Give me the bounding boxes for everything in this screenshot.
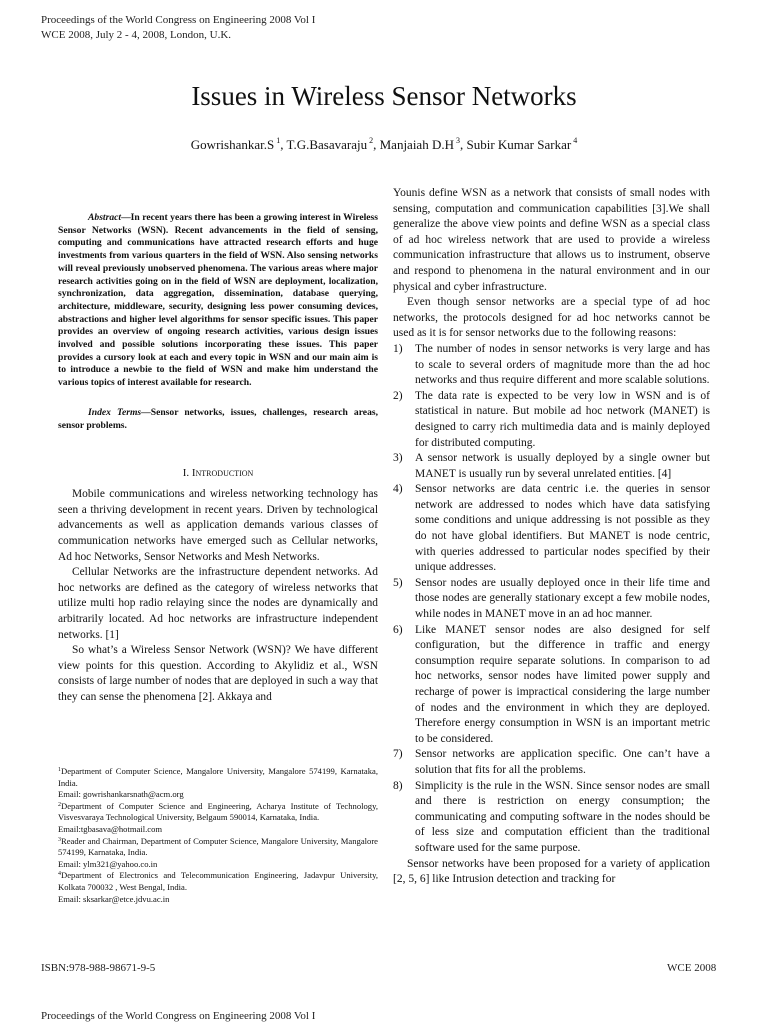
author-sup: 3 — [455, 136, 460, 145]
author-name: T.G.Basavaraju — [286, 137, 368, 152]
reasons-list — [393, 342, 710, 857]
author-sup: 2 — [369, 136, 374, 145]
section-numeral: I. — [182, 467, 190, 480]
header-line-2: WCE 2008, July 2 - 4, 2008, London, U.K. — [41, 29, 232, 41]
header-line-1: Proceedings of the World Congress on Engineering 2008 Vol I — [41, 14, 316, 26]
author-name: Manjaiah D.H — [379, 137, 454, 152]
index-terms-text: —Sensor networks, issues, challenges, research areas, sensor problems. — [58, 406, 378, 431]
body-paragraph: Even though sensor networks are a special type of ad hoc networks, the protocols designed for ad hoc networks cannot be used as it is for sensor networks due to the following reasons: — [393, 296, 710, 340]
footnote-item: $^3$Reader and Chairman, Department of Computer Science, Mangalore University, Mangalore 574199, Karnataka, India. — [58, 835, 378, 858]
list-item: 3) A sensor network is usually deployed by a single owner but MANET is usually run by several unrelated entities. [4] — [393, 452, 710, 480]
list-item: 7) Sensor networks are application specific. One can’t have a solution that fits for all the problems. — [393, 748, 710, 776]
intro-paragraph: Mobile communications and wireless networking technology has seen a thriving development in recent years. Driven by technological advancements as well as application demands various classes of communication networks have emerged such as Cellular networks, Ad hoc Networks, Sensor Networks and Mesh Networks. — [58, 488, 378, 563]
left-column — [58, 212, 378, 706]
footnote-item: Email:tgbasava@hotmail.com — [58, 823, 163, 834]
right-column — [393, 186, 710, 888]
affiliation-footnotes — [58, 766, 378, 905]
footnote-item: Email: ylm321@yahoo.co.in — [58, 858, 158, 869]
footnote-item: $^1$Department of Computer Science, Mangalore University, Mangalore 574199, Karnataka, India. — [58, 766, 378, 788]
author-sup: 4 — [573, 136, 578, 145]
author-name: Gowrishankar.S — [190, 137, 275, 152]
intro-paragraph: So what’s a Wireless Sensor Network (WSN)? We have different view points for this question. According to Akylidiz et al., WSN consists of large number of nodes that are deployed in such a way that they can sense the phenomena [2]. Akkaya and — [58, 644, 378, 703]
footer-isbn: ISBN:978-988-98671-9-5 — [41, 962, 156, 974]
footnote-item: Email: gowrishankarsnath@acm.org — [58, 789, 184, 800]
paper-title: Issues in Wireless Sensor Networks — [191, 81, 577, 111]
footnote-item: $^4$Department of Electronics and Telecommunication Engineering, Jadavpur University, Kolkata 700032 , West Bengal, India. — [58, 870, 378, 892]
list-item: 6) Like MANET sensor nodes are also designed for self configuration, but the difference in traffic and energy consumption require separate solutions. In comparison to ad hoc networks, sensor nodes have limited power supply and recharge of power is impractical considering the large number of nodes and the environment in which they are deployed. Therefore energy consumption in WSN is an important metric to be considered. — [393, 623, 710, 745]
index-terms — [58, 407, 378, 432]
index-terms-lead: Index Terms — [88, 406, 142, 418]
footnote-item: Email: sksarkar@etce.jdvu.ac.in — [58, 893, 170, 904]
list-item: 8) Simplicity is the rule in the WSN. Since sensor nodes are small and there is restriction on energy consumption; the communicating and computing software in the nodes should be of less size and computation efficient than the traditional software used for the same purpose. — [393, 779, 710, 854]
body-paragraph: Younis define WSN as a network that consists of small nodes with sensing, computation and communication capabilities [3].We shall generalize the above view points and define WSN as a special class of ad hoc wireless network that are used to provide a wireless communication infrastructure that allows us to instrument, observe and respond to phenomena in the natural environment and in our physical and cyber infrastructure. — [393, 187, 710, 293]
list-item: 2) The data rate is expected to be very low in WSN and is of statistical in nature. But mobile ad hoc network (MANET) is designed to carry rich multimedia data and is mainly deployed for distributed computing. — [393, 389, 710, 449]
intro-paragraph: Cellular Networks are the infrastructure dependent networks. Ad hoc networks are defined as the category of wireless networks that utilize multi hop radio relaying since the nodes are dynamically and arbitrarily located. Ad hoc networks are infrastructure independent networks. [1] — [58, 566, 378, 641]
footer-conference: WCE 2008 — [667, 962, 717, 974]
author-name: Subir Kumar Sarkar — [466, 137, 572, 152]
author-list: Gowrishankar.S $^1$, T.G.Basavaraju $^2$, Manjaiah D.H $^3$, Subir Kumar Sarkar $^4$ — [190, 136, 578, 152]
abstract-text: —In recent years there has been a growing interest in Wireless Sensor Networks (WSN). Recent advancements in the field of sensing, computing and communications have attracted research efforts and huge investments from various quarters in the field of WSN. Also sensing networks will reveal previously unobserved phenomena. The various areas where major research activities going on in the field of WSN are deployment, localization, synchronization, data aggregation, dissemination, database querying, architecture, middleware, security, designing less power consuming devices, abstractions and higher level algorithms for sensor specific issues. This paper provides an overview of ongoing research activities, various design issues involved and possible solutions incorporating these issues. This paper provides a cursory look at each and every topic in WSN and our main aim is to introduce a newbie to the field of WSN and make him understand the various topics of interest available for research. — [58, 212, 378, 389]
list-item: 5) Sensor nodes are usually deployed once in their life time and those nodes are generally stationary except a few mobile nodes, while nodes in MANET move in an ad hoc manner. — [393, 576, 710, 621]
abstract — [58, 212, 378, 390]
list-item: 4) Sensor networks are data centric i.e. the queries in sensor network are addressed to nodes which have data satisfying some conditions and unique addressing is not possible as they do not have global identifiers. But MANET is node centric, with queries addressed to particular nodes specified by their unique addresses. — [393, 483, 710, 574]
author-sup: 1 — [276, 136, 281, 145]
next-page-header: Proceedings of the World Congress on Engineering 2008 Vol I — [41, 1010, 316, 1022]
abstract-lead: Abstract — [88, 212, 122, 223]
section-heading-introduction — [58, 466, 378, 481]
body-paragraph: Sensor networks have been proposed for a variety of application [2, 5, 6] like Intrusion detection and tracking for — [393, 857, 710, 886]
footnote-item: $^2$Department of Computer Science and Engineering, Acharya Institute of Technology, Visvesvaraya Technological University, Belgaum 590014, Karnataka, India. — [58, 800, 378, 823]
running-header — [41, 13, 315, 43]
section-title: Introduction — [191, 467, 254, 480]
list-item: 1) The number of nodes in sensor networks is very large and has to scale to several orders of magnitude more than the ad hoc networks and thus require different and more scalable solutions. — [393, 342, 710, 387]
